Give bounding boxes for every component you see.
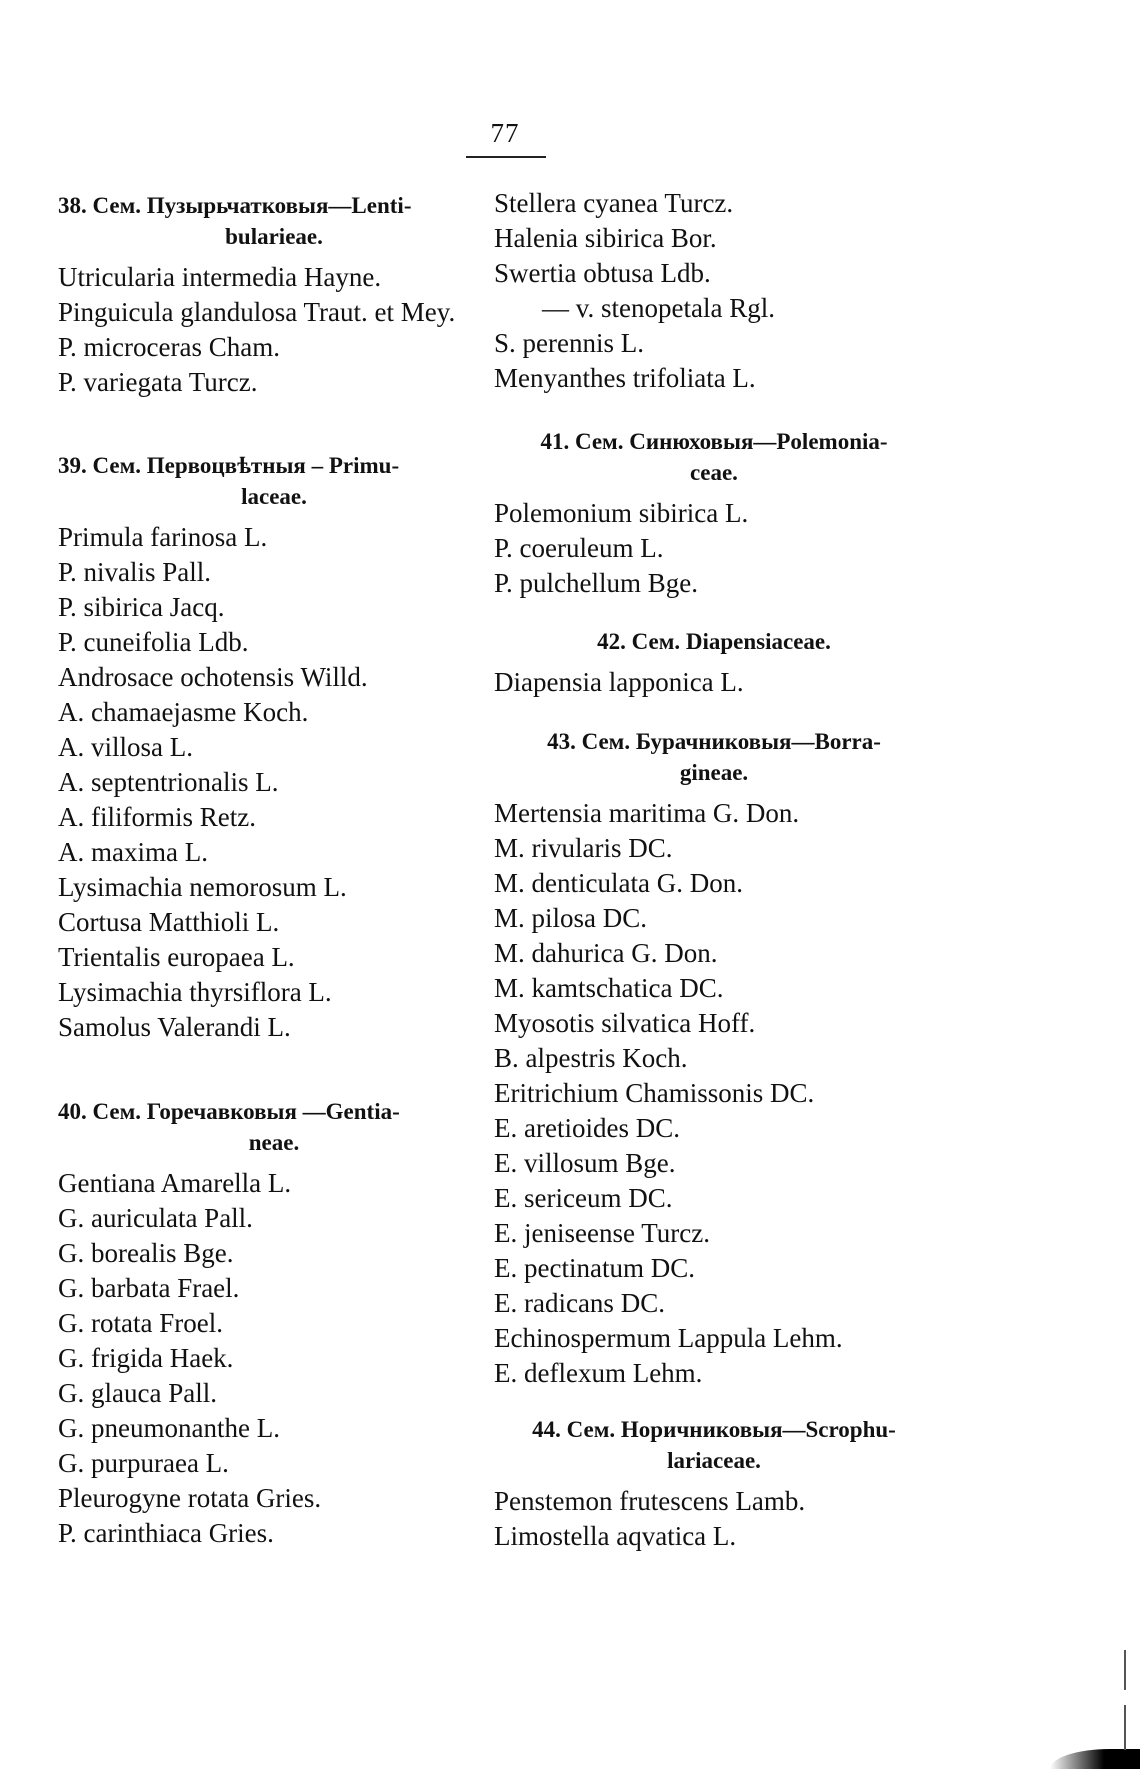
species-entry: P. pulchellum Bge. [494,568,698,598]
species-list [494,665,934,700]
species-entry: P. nivalis Pall. [58,557,212,587]
species-entry: G. rotata Froel. [58,1308,223,1338]
species-entry: Swertia obtusa Ldb. [494,258,711,288]
section-heading-line1: 42. Сем. Diapensiaceae. [597,629,831,654]
species-entry: Samolus Valerandi L. [58,1012,291,1042]
species-list [494,496,934,601]
species-entry: Androsace ochotensis Willd. [58,662,368,692]
species-entry: S. perennis L. [494,328,644,358]
section-heading-line2: neae. [248,1130,300,1155]
section-heading-line2: laceae. [241,484,307,509]
species-entry: P. cuneifolia Ldb. [58,627,249,657]
scan-mark [1124,1705,1126,1750]
species-list [494,186,934,396]
species-list [58,1166,490,1551]
species-entry: Cortusa Matthioli L. [58,907,280,937]
section-42 [494,626,934,700]
page-number: 77 [490,118,520,148]
species-entry: E. jeniseense Turcz. [494,1218,710,1248]
species-entry: E. pectinatum DC. [494,1253,695,1283]
species-entry: Lysimachia nemorosum L. [58,872,347,902]
species-entry: B. alpestris Koch. [494,1043,688,1073]
species-entry: M. dahurica G. Don. [494,938,718,968]
species-list [494,796,934,1391]
species-entry: Gentiana Amarella L. [58,1168,292,1198]
section-heading-line1: 40. Сем. Горечавковыя —Gentia- [58,1099,400,1124]
section-heading-line1: 39. Сем. Первоцвѣтныя – Primu- [58,453,400,478]
species-entry: Eritrichium Chamissonis DC. [494,1078,815,1108]
section-heading-line2: ceae. [690,460,738,485]
species-entry: G. borealis Bge. [58,1238,234,1268]
scan-mark [1124,1650,1126,1690]
species-entry: Mertensia maritima G. Don. [494,798,800,828]
species-entry: Limostella aqvatica L. [494,1521,737,1551]
species-entry: Pleurogyne rotata Gries. [58,1483,322,1513]
species-entry: — v. stenopetala Rgl. [542,293,775,323]
species-entry: Echinospermum Lappula Lehm. [494,1323,843,1353]
species-entry: A. filiformis Retz. [58,802,256,832]
species-list [58,520,490,1045]
species-entry: Polemonium sibirica L. [494,498,749,528]
species-entry: E. deflexum Lehm. [494,1358,703,1388]
scan-edge-shadow [1050,1749,1140,1769]
section-heading-line1: 44. Сем. Норичниковыя—Scrophu- [532,1417,896,1442]
species-entry: Pinguicula glandulosa Traut. et Mey. [58,297,456,327]
species-entry: Myosotis silvatica Hoff. [494,1008,756,1038]
species-entry: Primula farinosa L. [58,522,268,552]
species-entry: G. frigida Haek. [58,1343,234,1373]
section-heading [494,726,934,788]
species-entry: M. rivularis DC. [494,833,673,863]
species-entry: G. pneumonanthe L. [58,1413,280,1443]
species-entry: A. villosa L. [58,732,193,762]
section-heading [494,1414,934,1476]
species-entry: M. kamtschatica DC. [494,973,724,1003]
species-entry: M. denticulata G. Don. [494,868,743,898]
section-heading [58,1096,490,1158]
species-entry: E. villosum Bge. [494,1148,676,1178]
section-heading [58,190,490,252]
species-entry: Lysimachia thyrsiflora L. [58,977,332,1007]
species-entry: G. glauca Pall. [58,1378,217,1408]
species-entry: Diapensia lapponica L. [494,667,744,697]
section-43 [494,726,934,1391]
section-heading-line1: 41. Сем. Синюховыя—Polemonia- [540,429,888,454]
species-entry: P. coeruleum L. [494,533,664,563]
species-entry: E. aretioides DC. [494,1113,680,1143]
species-entry: G. barbata Frael. [58,1273,240,1303]
species-entry: Trientalis europaea L. [58,942,295,972]
species-entry: G. purpuraea L. [58,1448,229,1478]
species-list [58,260,490,400]
species-entry: P. carinthiaca Gries. [58,1518,274,1548]
species-entry: Penstemon frutescens Lamb. [494,1486,806,1516]
section-heading-line1: 38. Сем. Пузырьчатковыя—Lenti- [58,193,412,218]
section-heading-line1: 43. Сем. Бурачниковыя—Borra- [547,729,881,754]
species-entry: P. microceras Cham. [58,332,280,362]
section-heading [58,450,490,512]
species-entry: E. sericeum DC. [494,1183,673,1213]
section-44 [494,1414,934,1554]
section-heading-line2: bulariеае. [225,224,323,249]
section-heading-line2: gineae. [679,760,749,785]
species-list [494,1484,934,1554]
section-40 [58,1096,490,1551]
species-entry: Menyanthes trifoliata L. [494,363,756,393]
section-heading-line2: lariaceae. [667,1448,761,1473]
species-entry: A. septentrionalis L. [58,767,279,797]
species-entry: E. radicans DC. [494,1288,665,1318]
species-entry: P. sibirica Jacq. [58,592,225,622]
section-38 [58,190,490,400]
section-39 [58,450,490,1045]
species-entry: Utricularia intermedia Hayne. [58,262,382,292]
section-41 [494,426,934,601]
species-entry: M. pilosa DC. [494,903,648,933]
species-entry: Stellera cyanea Turcz. [494,188,734,218]
section-40-continued [494,186,934,396]
page-number-rule [466,156,546,158]
species-entry: Halenia sibirica Bor. [494,223,717,253]
section-heading [494,626,934,657]
species-entry: P. variegata Turcz. [58,367,258,397]
species-entry: A. chamaejasme Koch. [58,697,309,727]
species-entry: A. maxima L. [58,837,208,867]
section-heading [494,426,934,488]
species-entry: G. auriculata Pall. [58,1203,253,1233]
